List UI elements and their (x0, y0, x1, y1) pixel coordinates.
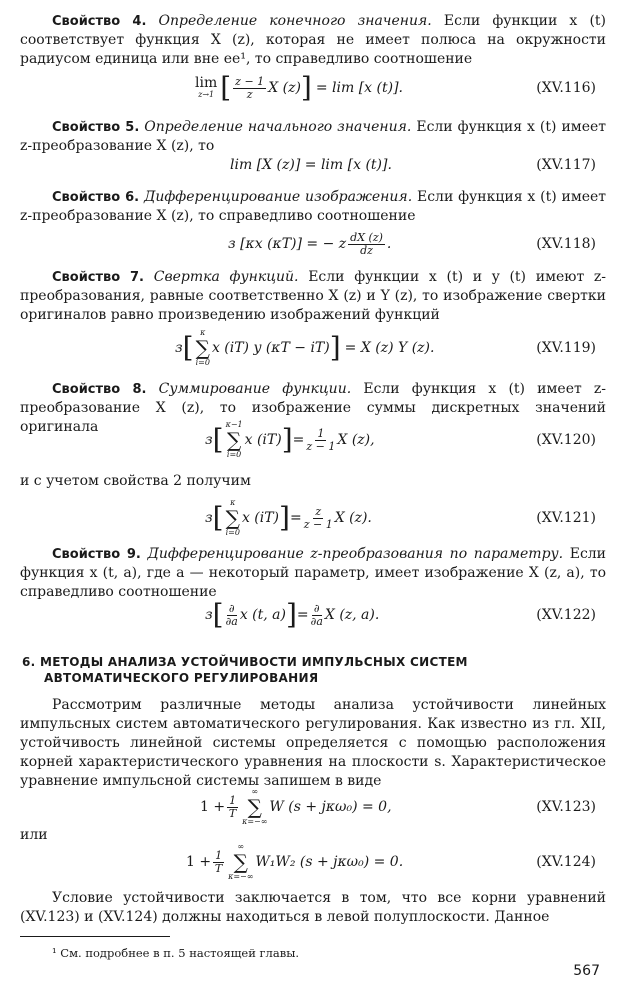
property-label: Свойство 5. (52, 120, 140, 135)
fraction-denominator: z − 1 (303, 517, 333, 531)
equation-right-side: = X (z) Y (z). (344, 340, 435, 356)
footnote-divider (20, 936, 170, 937)
sum-lower-limit: i=0 (195, 358, 210, 367)
equation-number: (XV.121) (536, 510, 596, 526)
property-title: Суммирование функции. (158, 381, 352, 397)
fraction-denominator: z (246, 87, 253, 101)
equation-term: x (iT) (244, 432, 282, 448)
property-label: Свойство 7. (52, 270, 144, 285)
property-9-paragraph (20, 545, 606, 602)
sum-lower-limit: i=0 (225, 528, 240, 537)
equation-term: X (z) (268, 80, 301, 96)
property-label: Свойство 4. (52, 14, 147, 29)
equation-number: (XV.117) (536, 157, 596, 173)
equation-number: (XV.123) (536, 799, 596, 815)
fraction-numerator: dX (z) (350, 230, 383, 244)
equation-right-side: = lim [x (t)]. (315, 80, 403, 96)
equation-left-side: з [κx (κT)] = − z (228, 236, 347, 252)
property-text: Если функция x (t) имеет z-преобразование X (z), то справедливо соотношение (20, 189, 607, 224)
property-4-paragraph (20, 12, 606, 69)
property-text: Если функция x (t, a), где a — некоторый параметр, имеет изображение X (z, a), то справедливо соотношение (20, 546, 607, 600)
section-paragraph-1: Рассмотрим различные методы анализа устойчивости линейных импульсных систем автоматического регулирования. Как известно из гл. XII, устойчивость линейной системы определяется с помощью расположения корней характеристического уравнения на плоскости s. Характеристическое уравнение импульсной системы запишем в виде (20, 697, 606, 789)
equation-xv123: 1 + $\frac{1}{T}$ ∞ ∑ κ=−∞ W (s + jκω₀) = 0, (XV.123) (200, 787, 596, 826)
or-text: или (20, 827, 48, 843)
equation-body: lim [X (z)] = lim [x (t)]. (230, 157, 392, 173)
equation-right-side: X (z), (337, 432, 375, 448)
property-text: Если функция x (t) имеет z-преобразование X (z), то изображение суммы дискретных значений оригинала (20, 381, 606, 435)
property-label: Свойство 8. (52, 382, 147, 397)
property-6-paragraph (20, 188, 606, 226)
property-label: Свойство 6. (52, 190, 140, 205)
equation-term: x (iT) y (κT − iT) (211, 340, 330, 356)
equation-xv122: з [ $\frac{\partial}{\partial a}$ x (t, a) ] = $\frac{\partial}{\partial a}$ X (z, a). (XV.122) (0, 595, 630, 635)
section-heading (22, 654, 582, 686)
equation-number: (XV.116) (536, 80, 596, 96)
property-title: Определение начального значения. (144, 119, 412, 135)
equation-xv117 (0, 145, 630, 185)
page-number: 567 (573, 963, 600, 979)
equation-term: x (iT) (241, 510, 280, 526)
fraction-numerator: z (315, 504, 322, 518)
lim-symbol: lim (195, 75, 218, 91)
equation-number: (XV.118) (536, 236, 596, 252)
equation-xv119: з [ κ ∑ i=0 x (iT) y (κT − iT) ] = X (z) Y (z). (XV.119) (175, 328, 596, 367)
equation-xv121: з [ κ ∑ i=0 x (iT) ] = $\frac{z}{z - 1}$ X (z). (XV.121) (205, 498, 596, 537)
equation-xv118: з [κx (κT)] = − z $\frac{dX (z)}{dz}$ . (XV.118) (0, 224, 630, 264)
sum-upper-limit: κ−1 (225, 420, 243, 429)
lim-subscript: z→1 (198, 90, 215, 99)
section-heading-line-2: АВТОМАТИЧЕСКОГО РЕГУЛИРОВАНИЯ (44, 671, 319, 685)
equation-number: (XV.122) (536, 607, 596, 623)
equation-right-side: X (z). (334, 510, 372, 526)
property-text: Если функции x (t) соответствует функция X (z), которая не имеет полюса на окружности радиусом единица или вне ее¹, то справедливо соотношение (20, 13, 606, 67)
transition-text: и с учетом свойства 2 получим (20, 473, 251, 489)
equation-number: (XV.119) (536, 340, 596, 356)
property-title: Свертка функций. (153, 269, 299, 285)
property-text: Если функция x (t) имеет z-преобразование X (z), то (20, 119, 607, 154)
equation-number: (XV.124) (536, 854, 596, 870)
fraction-denominator: z − 1 (306, 439, 336, 453)
fraction-numerator: z − 1 (235, 74, 265, 88)
fraction-numerator: 1 (317, 426, 325, 440)
section-paragraph-2: Условие устойчивости заключается в том, что все корни уравнений (XV.123) и (XV.124) должны находиться в левой полуплоскости. Данное (20, 890, 606, 925)
fraction-denominator: dz (360, 243, 373, 257)
property-title: Дифференцирование изображения. (143, 189, 413, 205)
equation-xv116: lim z→1 [ $\frac{z - 1}{z}$ X (z) ] = lim [x (t)]. (XV.116) (0, 68, 630, 108)
property-title: Определение конечного значения. (158, 13, 432, 29)
footnote: ¹ См. подробнее в п. 5 настоящей главы. (52, 946, 299, 960)
sum-upper-limit: κ (230, 498, 236, 507)
property-label: Свойство 9. (52, 547, 141, 562)
equation-number: (XV.120) (536, 432, 596, 448)
property-text: Если функции x (t) и y (t) имеют z-преобразования, равные соответственно X (z) и Y (z), то изображение свертки оригиналов равно произведению изображений функций (20, 269, 607, 323)
equation-xv120: з [ κ−1 ∑ i=0 x (iT) ] = $\frac{1}{z - 1}$ X (z), (XV.120) (205, 420, 596, 459)
sum-upper-limit: κ (200, 328, 206, 337)
property-title: Дифференцирование z-преобразования по параметру. (147, 546, 564, 562)
property-7-paragraph (20, 268, 606, 325)
equation-xv124: 1 + $\frac{1}{T}$ ∞ ∑ κ=−∞ W₁W₂ (s + jκω₀) = 0. (XV.124) (186, 842, 596, 881)
sum-lower-limit: i=0 (226, 450, 242, 459)
section-heading-line-1: 6. МЕТОДЫ АНАЛИЗА УСТОЙЧИВОСТИ ИМПУЛЬСНЫХ СИСТЕМ (22, 655, 468, 669)
